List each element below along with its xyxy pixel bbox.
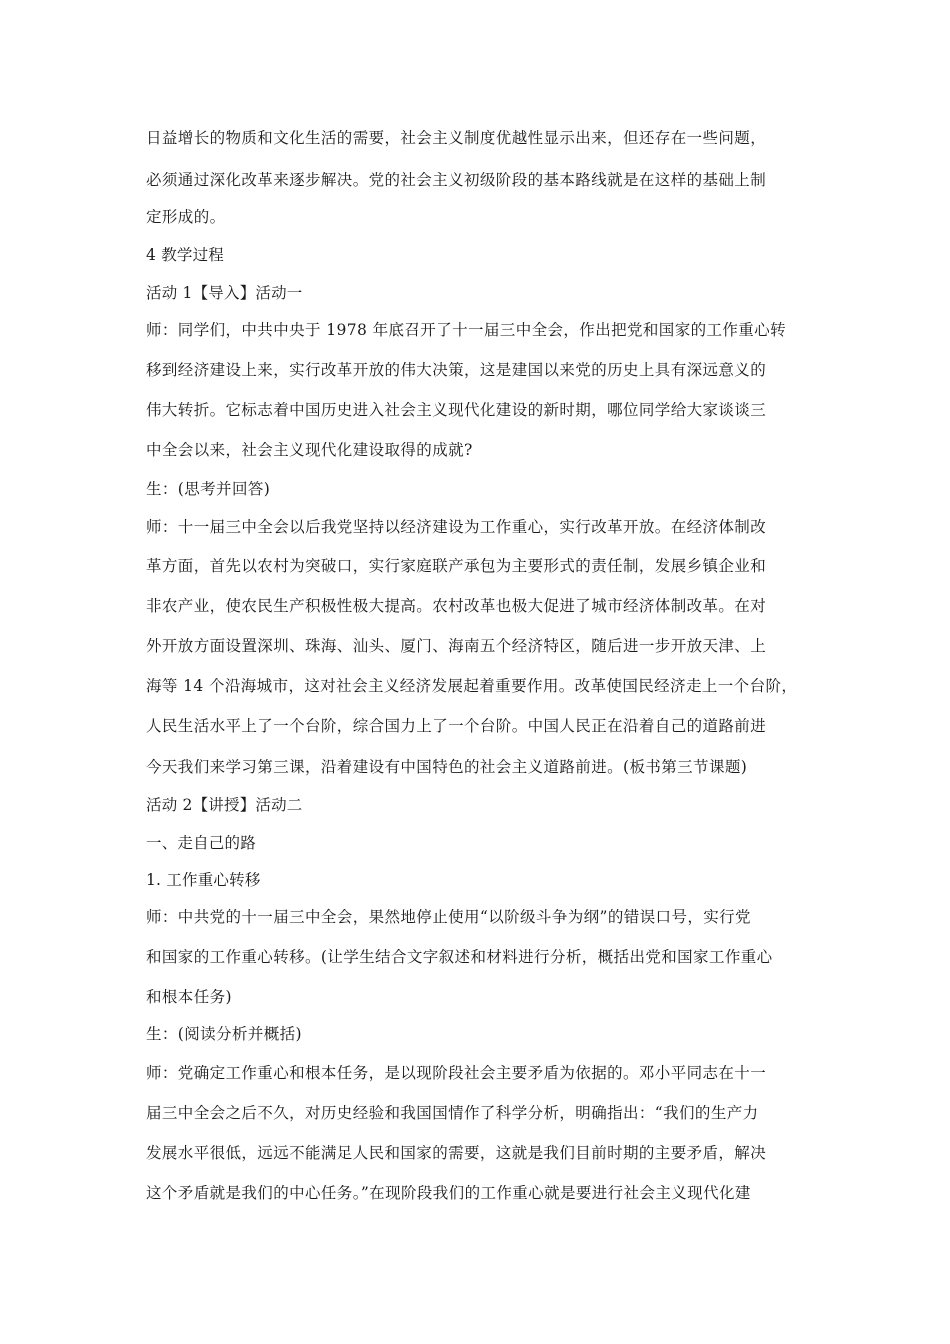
paragraph-line: 非农产业，使农民生产积极性极大提高。农村改革也极大促进了城市经济体制改革。在对	[146, 597, 767, 615]
paragraph-line: 移到经济建设上来，实行改革开放的伟大决策，这是建国以来党的历史上具有深远意义的	[146, 361, 767, 379]
subsection-heading: 1. 工作重心转移	[146, 871, 261, 889]
paragraph-line: 师：党确定工作重心和根本任务，是以现阶段社会主要矛盾为依据的。邓小平同志在十一	[146, 1064, 767, 1082]
paragraph-line: 人民生活水平上了一个台阶，综合国力上了一个台阶。中国人民正在沿着自己的道路前进	[146, 717, 767, 735]
paragraph-line: 定形成的。	[146, 208, 226, 226]
paragraph-line: 中全会以来，社会主义现代化建设取得的成就?	[146, 441, 473, 459]
paragraph-line: 必须通过深化改革来逐步解决。党的社会主义初级阶段的基本路线就是在这样的基础上制	[146, 171, 767, 189]
activity-heading: 活动 2【讲授】活动二	[146, 796, 303, 814]
paragraph-line: 生：(思考并回答)	[146, 480, 271, 498]
paragraph-line: 海等 14 个沿海城市，这对社会主义经济发展起着重要作用。改革使国民经济走上一个台阶，	[146, 677, 798, 695]
paragraph-line: 届三中全会之后不久，对历史经验和我国国情作了科学分析，明确指出：“我们的生产力	[146, 1104, 759, 1122]
paragraph-line: 和国家的工作重心转移。(让学生结合文字叙述和材料进行分析，概括出党和国家工作重心	[146, 948, 773, 966]
section-heading: 4 教学过程	[146, 246, 224, 264]
paragraph-line: 日益增长的物质和文化生活的需要，社会主义制度优越性显示出来，但还存在一些问题，	[146, 129, 767, 147]
paragraph-line: 这个矛盾就是我们的中心任务。”在现阶段我们的工作重心就是要进行社会主义现代化建	[146, 1184, 751, 1202]
paragraph-line: 伟大转折。它标志着中国历史进入社会主义现代化建设的新时期，哪位同学给大家谈谈三	[146, 401, 767, 419]
paragraph-line: 发展水平很低，远远不能满足人民和国家的需要，这就是我们目前时期的主要矛盾，解决	[146, 1144, 767, 1162]
paragraph-line: 和根本任务)	[146, 988, 232, 1006]
paragraph-line: 师：同学们，中共中央于 1978 年底召开了十一届三中全会，作出把党和国家的工作重心转	[146, 321, 787, 339]
paragraph-line: 师：中共党的十一届三中全会，果然地停止使用“以阶级斗争为纲”的错误口号，实行党	[146, 908, 751, 926]
paragraph-line: 革方面，首先以农村为突破口，实行家庭联产承包为主要形式的责任制，发展乡镇企业和	[146, 557, 767, 575]
paragraph-line: 生：(阅读分析并概括)	[146, 1025, 302, 1043]
section-heading: 一、走自己的路	[146, 834, 256, 852]
paragraph-line: 外开放方面设置深圳、珠海、汕头、厦门、海南五个经济特区，随后进一步开放天津、上	[146, 637, 767, 655]
paragraph-line: 今天我们来学习第三课，沿着建设有中国特色的社会主义道路前进。(板书第三节课题)	[146, 758, 748, 776]
activity-heading: 活动 1【导入】活动一	[146, 284, 303, 302]
paragraph-line: 师：十一届三中全会以后我党坚持以经济建设为工作重心，实行改革开放。在经济体制改	[146, 518, 767, 536]
